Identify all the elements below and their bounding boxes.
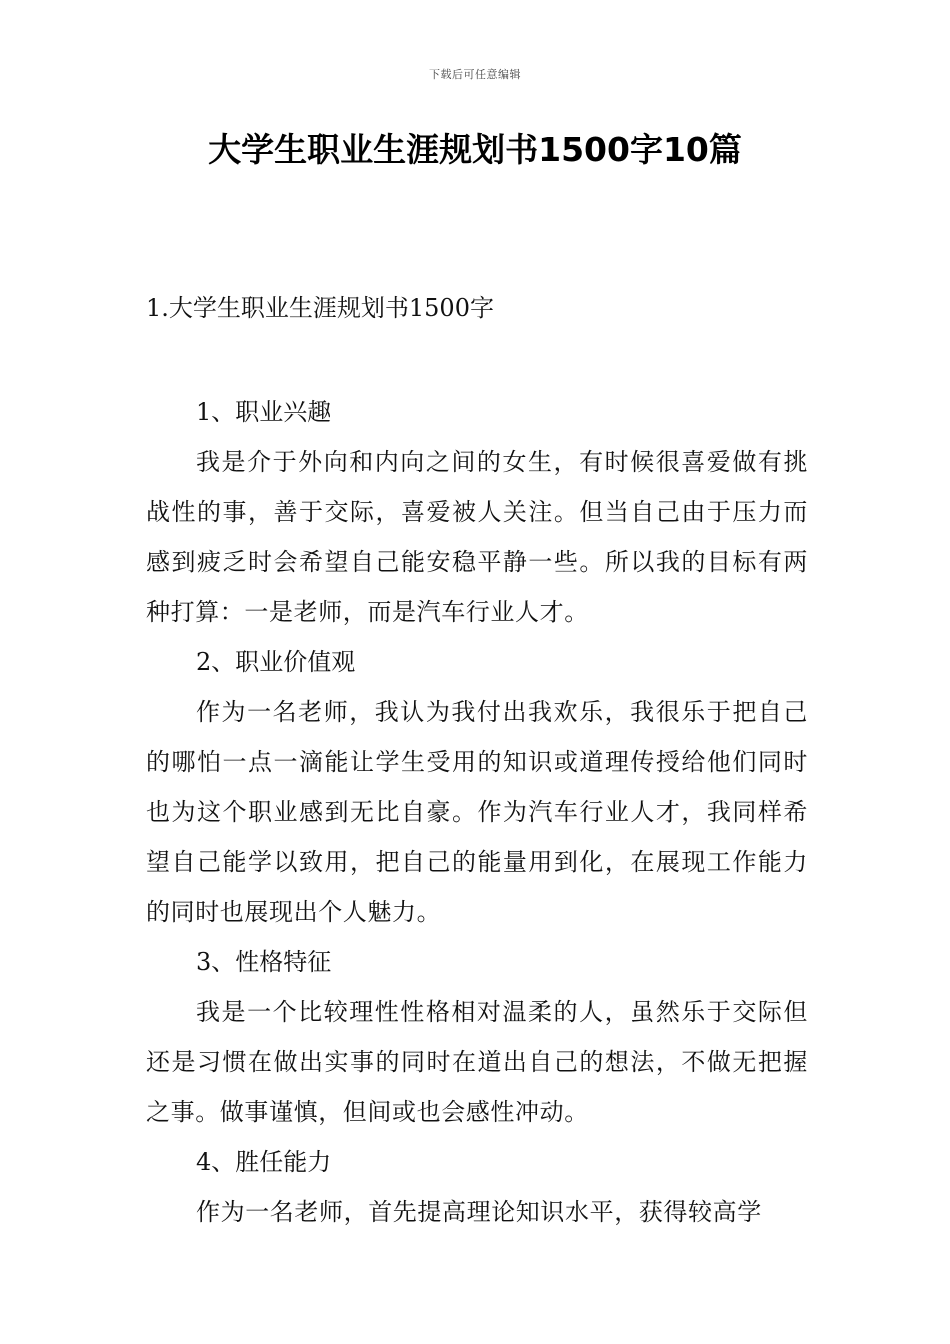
heading-competence: 4、胜任能力 bbox=[196, 1148, 332, 1176]
paragraph-career-interest: 我是介于外向和内向之间的女生，有时候很喜爱做有挑战性的事，善于交际，喜爱被人关注。但当自己由于压力而感到疲乏时会希望自己能安稳平静一些。所以我的目标有两种打算：一是老师，而是汽车行业人才。 bbox=[146, 448, 808, 626]
document-title: 大学生职业生涯规划书1500字10篇 bbox=[208, 130, 742, 169]
document-body bbox=[146, 283, 808, 1237]
section-title: 1.大学生职业生涯规划书1500字 bbox=[146, 294, 494, 322]
paragraph-personality: 我是一个比较理性性格相对温柔的人，虽然乐于交际但还是习惯在做出实事的同时在道出自己的想法，不做无把握之事。做事谨慎，但间或也会感性冲动。 bbox=[146, 998, 808, 1126]
heading-career-values: 2、职业价值观 bbox=[196, 648, 356, 676]
paragraph-career-values: 作为一名老师，我认为我付出我欢乐，我很乐于把自己的哪怕一点一滴能让学生受用的知识或道理传授给他们同时也为这个职业感到无比自豪。作为汽车行业人才，我同样希望自己能学以致用，把自己的能量用到化，在展现工作能力的同时也展现出个人魅力。 bbox=[146, 698, 808, 926]
heading-personality: 3、性格特征 bbox=[196, 948, 332, 976]
header-note: 下载后可任意编辑 bbox=[429, 68, 521, 81]
paragraph-competence: 作为一名老师，首先提高理论知识水平，获得较高学 bbox=[196, 1198, 762, 1226]
heading-career-interest: 1、职业兴趣 bbox=[196, 398, 332, 426]
